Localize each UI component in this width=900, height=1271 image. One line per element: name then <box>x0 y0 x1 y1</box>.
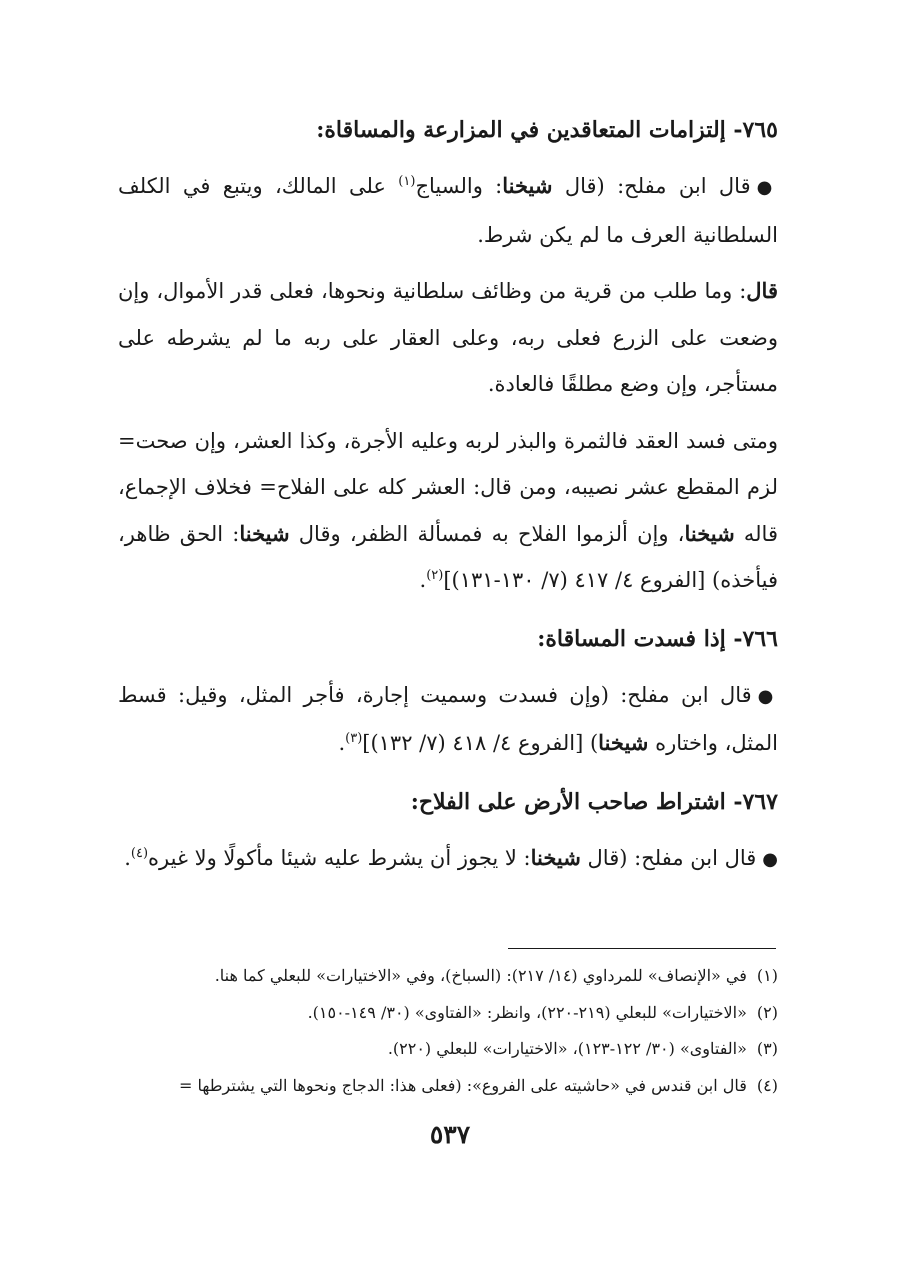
section-766-heading: ٧٦٦- إذا فسدت المساقاة: <box>537 625 778 652</box>
footnote-4 <box>118 1068 778 1105</box>
footnote-number: (١) <box>756 966 778 985</box>
footnotes <box>118 958 778 1104</box>
footnote-ref-2[interactable]: (٢) <box>426 568 444 583</box>
bold-term: شيخنا <box>598 730 649 755</box>
footnote-ref-3[interactable]: (٣) <box>345 731 363 746</box>
text-run: على المالك، ويتبع في الكلف السلطانية العرف ما لم يكن شرط. <box>118 174 778 247</box>
bold-term: شيخنا <box>239 520 290 546</box>
section-765-paragraph-1 <box>118 163 778 258</box>
footnote-ref-1[interactable]: (١) <box>398 174 416 189</box>
text-run: . <box>124 845 131 870</box>
bullet-icon: ● <box>756 177 778 198</box>
text-run: : لا يجوز أن يشرط عليه شيئا مأكولًا ولا غيره <box>148 845 531 870</box>
text-run: . <box>419 568 427 592</box>
text-run: : الحق ظاهر، فيأخذه) [الفروع ٤/ ٤١٧ (٧/ ١٣٠-١٣١)] <box>118 521 778 592</box>
bullet-icon: ● <box>762 848 778 870</box>
bold-term: شيخنا <box>502 173 553 198</box>
section-765-paragraph-3 <box>118 418 778 604</box>
footnote-text: «الاختيارات» للبعلي (٢١٩-٢٢٠)، وانظر: «الفتاوى» (٣٠/ ١٤٩-١٥٠). <box>307 1002 747 1022</box>
text-run: : والسياج <box>415 174 503 198</box>
text-run: ومتى فسد العقد فالثمرة والبذر لربه وعليه الأجرة، وكذا العشر، وإن صحت= لزم المقطع عشر نصيبه، ومن قال: العشر كله على الفلاح= فخلاف الإجماع، قاله <box>118 428 778 546</box>
text-run: قال ابن مفلح: (قال <box>552 174 751 198</box>
text-run: قال ابن مفلح: (وإن فسدت وسميت إجارة، فأجر المثل، وقيل: قسط المثل، واختاره <box>118 682 778 755</box>
footnote-number: (٢) <box>756 1002 778 1022</box>
text-run: ، وإن ألزموا الفلاح به فمسألة الظفر، وقال <box>289 521 685 546</box>
text-run: : وما طلب من قرية من وظائف سلطانية ونحوها، فعلى قدر الأموال، وإن وضعت على الزرع فعلى ربه، وعلى العقار على ربه ما لم يشرطه على مستأجر، وإن وضع مطلقًا فالعادة. <box>118 279 778 396</box>
section-765-heading: ٧٦٥- إلتزامات المتعاقدين في المزارعة والمساقاة: <box>316 117 778 143</box>
bold-term: قال <box>746 278 778 303</box>
footnote-2 <box>118 995 778 1032</box>
bold-term: شيخنا <box>684 520 735 546</box>
text-run: قال ابن مفلح: (قال <box>580 845 757 870</box>
footnote-text: قال ابن قندس في «حاشيته على الفروع»: (فعلى هذا: الدجاج ونحوها التي يشترطها = <box>179 1075 747 1095</box>
section-765-paragraph-2 <box>118 268 778 408</box>
footnote-ref-4[interactable]: (٤) <box>130 845 149 861</box>
footnote-text: في «الإنصاف» للمرداوي (١٤/ ٢١٧): (السباخ)، وفي «الاختيارات» للبعلي كما هنا. <box>214 966 747 985</box>
footnote-text: «الفتاوى» (٣٠/ ١٢٢-١٢٣)، «الاختيارات» للبعلي (٢٢٠). <box>387 1039 747 1058</box>
footnote-1 <box>118 958 778 995</box>
text-run: ) [الفروع ٤/ ٤١٨ (٧/ ١٣٢)] <box>362 731 599 755</box>
bullet-icon: ● <box>757 685 778 707</box>
page-number: ٥٣٧ <box>429 1120 471 1149</box>
main-text <box>118 105 778 893</box>
footnote-divider <box>508 948 776 949</box>
section-766-paragraph-1 <box>118 672 778 767</box>
section-767-paragraph-1 <box>118 835 778 884</box>
footnote-number: (٤) <box>756 1075 778 1095</box>
bold-term: شيخنا <box>530 844 581 870</box>
text-run: . <box>338 731 346 755</box>
footnote-3 <box>118 1031 778 1068</box>
footnote-number: (٣) <box>756 1039 778 1058</box>
section-767-heading: ٧٦٧- اشتراط صاحب الأرض على الفلاح: <box>410 788 778 815</box>
